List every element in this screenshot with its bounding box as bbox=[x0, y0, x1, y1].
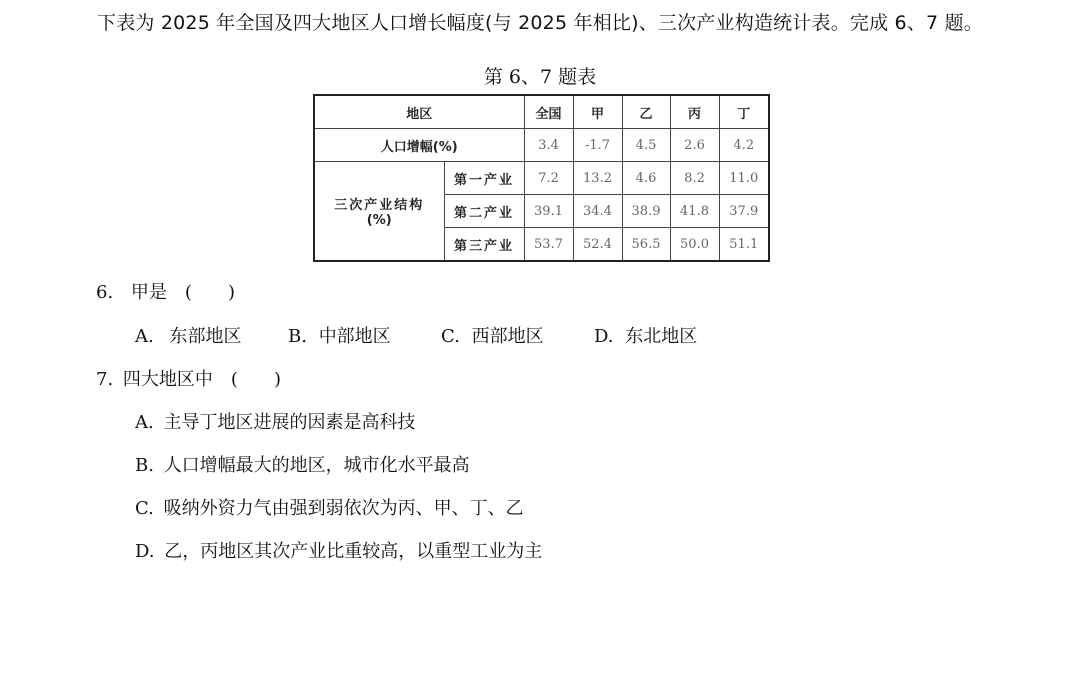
option-letter: B. bbox=[135, 455, 154, 476]
option-letter: C. bbox=[135, 498, 154, 519]
structure-label-line1: 三次产业结构 bbox=[334, 198, 425, 213]
table-cell: 53.7 bbox=[524, 228, 573, 262]
header-national: 全国 bbox=[524, 95, 573, 129]
option-7c bbox=[135, 494, 524, 520]
table-cell: 13.2 bbox=[573, 162, 622, 195]
industry-label: 第一产业 bbox=[444, 162, 524, 195]
table-cell: 50.0 bbox=[670, 228, 719, 262]
option-letter: A. bbox=[135, 326, 154, 347]
question-7-stem: 四大地区中 ( ) bbox=[122, 369, 281, 390]
option-text: 东部地区 bbox=[169, 326, 242, 347]
intro-text: 下表为 2025 年全国及四大地区人口增长幅度(与 2025 年相比)、三次产业构造统计表。完成 6、7 题。 bbox=[97, 12, 983, 34]
option-6b bbox=[288, 322, 391, 348]
table-cell: 52.4 bbox=[573, 228, 622, 262]
table-cell: 4.6 bbox=[622, 162, 670, 195]
option-7a bbox=[135, 408, 415, 434]
header-yi: 乙 bbox=[622, 95, 670, 129]
option-text: 中部地区 bbox=[318, 326, 391, 347]
table-cell: 8.2 bbox=[670, 162, 719, 195]
industry-label: 第二产业 bbox=[444, 195, 524, 228]
header-region: 地区 bbox=[314, 95, 524, 129]
option-6c bbox=[441, 322, 544, 348]
table-row-population bbox=[314, 129, 769, 162]
option-letter: D. bbox=[594, 326, 614, 347]
table-header-row bbox=[314, 95, 769, 129]
option-7d bbox=[135, 537, 542, 563]
option-text: 乙，丙地区其次产业比重较高，以重型工业为主 bbox=[164, 541, 543, 562]
table-cell: 37.9 bbox=[719, 195, 769, 228]
option-letter: D. bbox=[135, 541, 155, 562]
table-cell: 7.2 bbox=[524, 162, 573, 195]
structure-label-line2: (%) bbox=[366, 213, 392, 228]
header-ding: 丁 bbox=[719, 95, 769, 129]
industry-label: 第三产业 bbox=[444, 228, 524, 262]
option-letter: B. bbox=[288, 326, 307, 347]
table-cell: 2.6 bbox=[670, 129, 719, 162]
option-text: 东北地区 bbox=[625, 326, 698, 347]
table-cell: 3.4 bbox=[524, 129, 573, 162]
header-bing: 丙 bbox=[670, 95, 719, 129]
table-cell: 41.8 bbox=[670, 195, 719, 228]
table-cell: 4.5 bbox=[622, 129, 670, 162]
table-cell: 51.1 bbox=[719, 228, 769, 262]
header-jia: 甲 bbox=[573, 95, 622, 129]
table-cell: 4.2 bbox=[719, 129, 769, 162]
question-7-number: 7. bbox=[96, 369, 114, 390]
table-cell: 56.5 bbox=[622, 228, 670, 262]
table-cell: 11.0 bbox=[719, 162, 769, 195]
table-cell: 38.9 bbox=[622, 195, 670, 228]
table-cell: 39.1 bbox=[524, 195, 573, 228]
question-6 bbox=[96, 278, 235, 304]
option-letter: A. bbox=[135, 412, 154, 433]
option-text: 人口增幅最大的地区，城市化水平最高 bbox=[163, 455, 470, 476]
option-text: 主导丁地区进展的因素是高科技 bbox=[163, 412, 416, 433]
option-6d bbox=[594, 322, 697, 348]
option-text: 西部地区 bbox=[471, 326, 544, 347]
table-caption: 第 6、7 题表 bbox=[483, 66, 597, 88]
option-6a bbox=[135, 322, 241, 348]
statistics-table bbox=[313, 94, 770, 262]
question-6-number: 6. bbox=[96, 282, 114, 303]
option-text: 吸纳外资力气由强到弱依次为丙、甲、丁、乙 bbox=[163, 498, 524, 519]
structure-label bbox=[314, 162, 444, 262]
question-7 bbox=[96, 365, 281, 391]
question-6-options bbox=[0, 322, 1080, 346]
option-letter: C. bbox=[441, 326, 460, 347]
option-7b bbox=[135, 451, 470, 477]
population-label: 人口增幅(%) bbox=[314, 129, 524, 162]
table-cell: 34.4 bbox=[573, 195, 622, 228]
table-cell: -1.7 bbox=[573, 129, 622, 162]
question-6-stem: 甲是 ( ) bbox=[130, 282, 235, 303]
table-row-primary bbox=[314, 162, 769, 195]
